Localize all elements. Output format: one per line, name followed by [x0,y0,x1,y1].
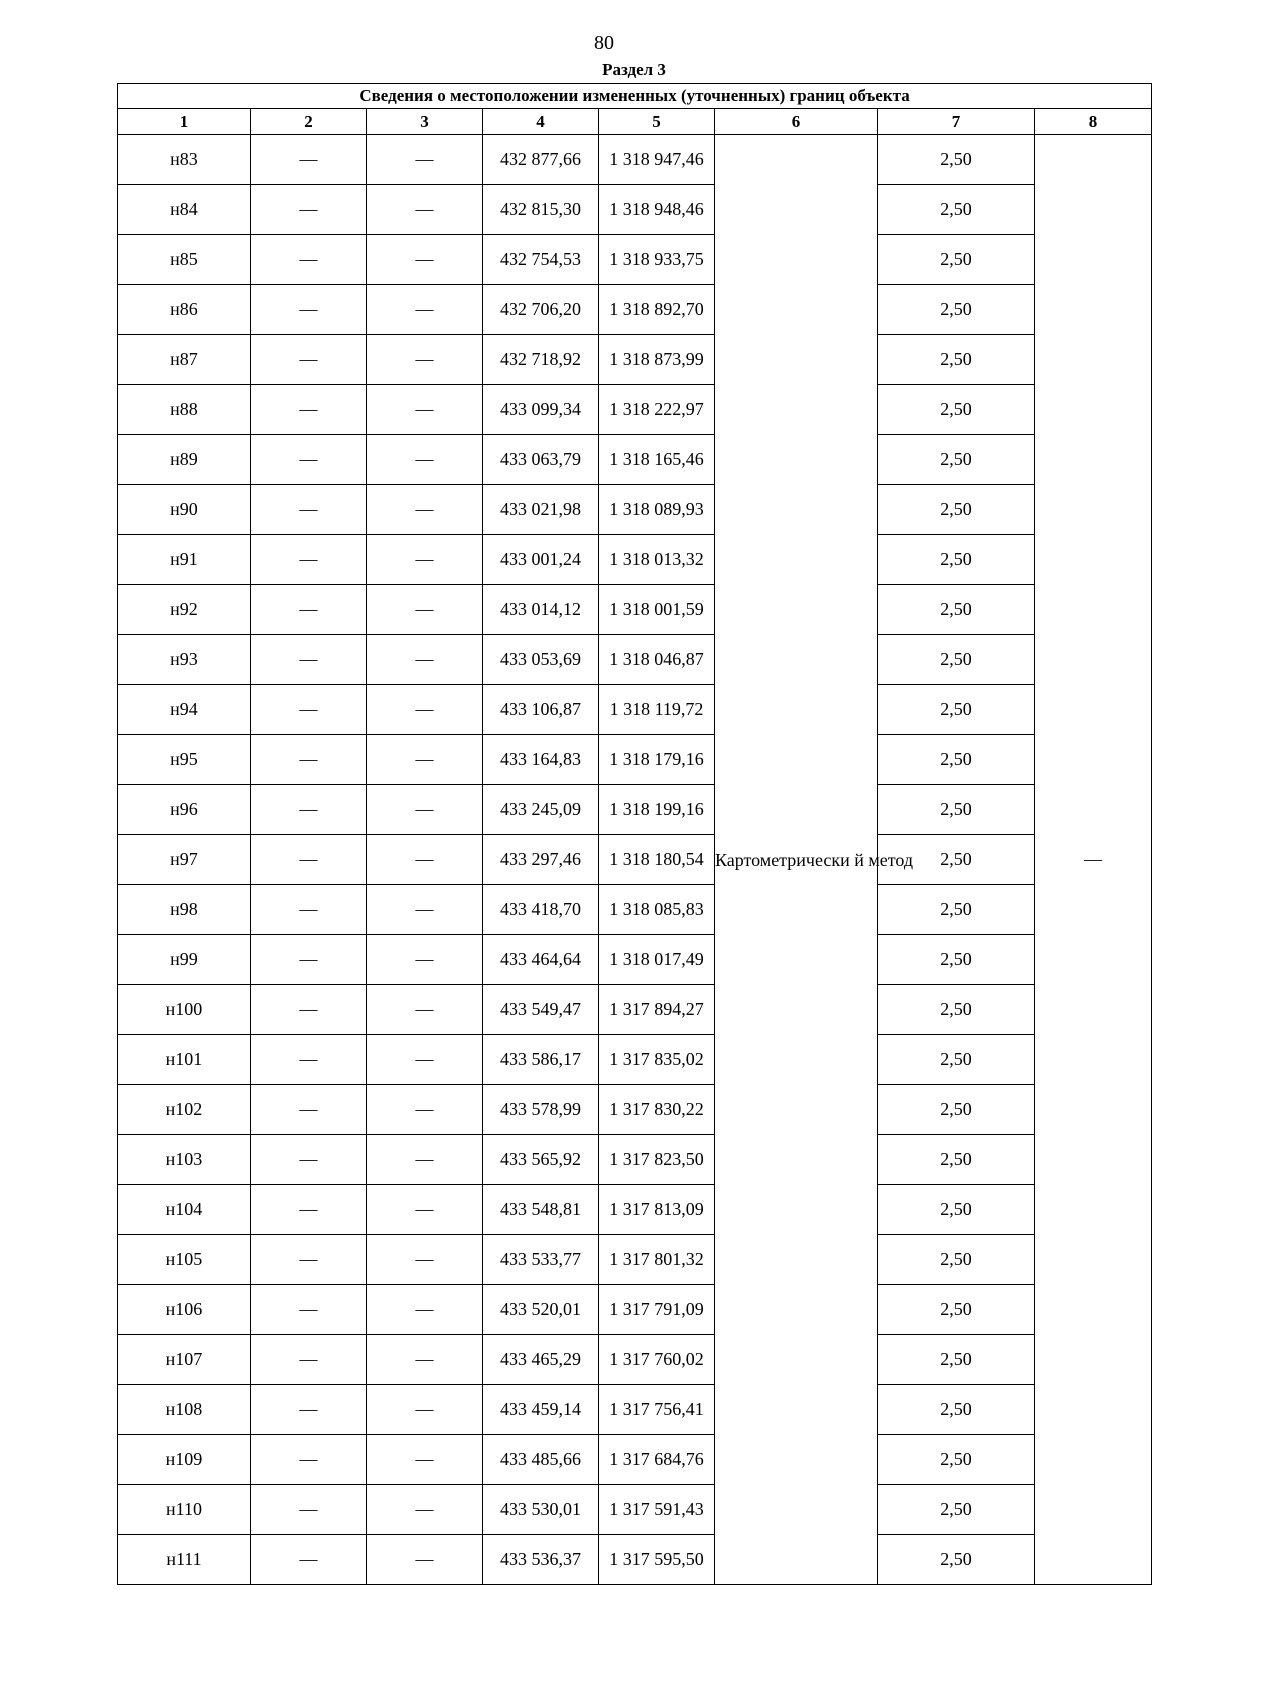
y-coordinate-cell: 1 318 933,75 [599,235,715,285]
y-coordinate-cell: 1 318 179,16 [599,735,715,785]
column-3-cell: — [367,935,483,985]
table-row [118,285,1152,335]
column-2-cell: — [251,585,367,635]
column-3-cell: — [367,235,483,285]
column-3-cell: — [367,535,483,585]
accuracy-cell: 2,50 [878,1485,1035,1535]
column-3-cell: — [367,685,483,735]
table-body [118,135,1152,1585]
accuracy-cell: 2,50 [878,935,1035,985]
table-row [118,1485,1152,1535]
y-coordinate-cell: 1 317 801,32 [599,1235,715,1285]
method-cell: Картометрически й метод [715,135,878,1585]
point-name-cell: н87 [118,335,251,385]
x-coordinate-cell: 433 063,79 [483,435,599,485]
x-coordinate-cell: 433 530,01 [483,1485,599,1535]
point-name-cell: н106 [118,1285,251,1335]
column-2-cell: — [251,935,367,985]
column-3-cell: — [367,1535,483,1585]
column-header: 6 [715,109,878,135]
accuracy-cell: 2,50 [878,1285,1035,1335]
y-coordinate-cell: 1 318 013,32 [599,535,715,585]
accuracy-cell: 2,50 [878,535,1035,585]
point-name-cell: н96 [118,785,251,835]
x-coordinate-cell: 433 586,17 [483,1035,599,1085]
column-3-cell: — [367,1435,483,1485]
column-8-cell: — [1035,135,1152,1585]
point-name-cell: н93 [118,635,251,685]
column-header: 7 [878,109,1035,135]
table-row [118,635,1152,685]
table-row [118,935,1152,985]
column-3-cell: — [367,1385,483,1435]
accuracy-cell: 2,50 [878,835,1035,885]
x-coordinate-cell: 432 718,92 [483,335,599,385]
accuracy-cell: 2,50 [878,885,1035,935]
x-coordinate-cell: 432 706,20 [483,285,599,335]
x-coordinate-cell: 433 565,92 [483,1135,599,1185]
y-coordinate-cell: 1 317 756,41 [599,1385,715,1435]
column-2-cell: — [251,135,367,185]
table-row [118,1335,1152,1385]
x-coordinate-cell: 432 754,53 [483,235,599,285]
y-coordinate-cell: 1 317 791,09 [599,1285,715,1335]
table-row [118,835,1152,885]
accuracy-cell: 2,50 [878,385,1035,435]
x-coordinate-cell: 433 053,69 [483,635,599,685]
table-row [118,685,1152,735]
table-row [118,1435,1152,1485]
table-row [118,985,1152,1035]
x-coordinate-cell: 433 548,81 [483,1185,599,1235]
column-number-row [118,109,1152,135]
column-3-cell: — [367,185,483,235]
column-2-cell: — [251,1035,367,1085]
column-2-cell: — [251,1285,367,1335]
x-coordinate-cell: 433 297,46 [483,835,599,885]
table-row [118,1135,1152,1185]
point-name-cell: н101 [118,1035,251,1085]
point-name-cell: н103 [118,1135,251,1185]
accuracy-cell: 2,50 [878,185,1035,235]
y-coordinate-cell: 1 318 089,93 [599,485,715,535]
accuracy-cell: 2,50 [878,685,1035,735]
column-2-cell: — [251,185,367,235]
table-row [118,185,1152,235]
y-coordinate-cell: 1 318 947,46 [599,135,715,185]
column-2-cell: — [251,1135,367,1185]
table-row [118,435,1152,485]
column-2-cell: — [251,685,367,735]
point-name-cell: н108 [118,1385,251,1435]
x-coordinate-cell: 433 099,34 [483,385,599,435]
point-name-cell: н91 [118,535,251,585]
point-name-cell: н92 [118,585,251,635]
table-row [118,235,1152,285]
accuracy-cell: 2,50 [878,1385,1035,1435]
table-row [118,1385,1152,1435]
y-coordinate-cell: 1 317 813,09 [599,1185,715,1235]
point-name-cell: н90 [118,485,251,535]
table-row [118,735,1152,785]
column-3-cell: — [367,785,483,835]
accuracy-cell: 2,50 [878,285,1035,335]
table-row [118,1535,1152,1585]
y-coordinate-cell: 1 317 835,02 [599,1035,715,1085]
point-name-cell: н94 [118,685,251,735]
column-2-cell: — [251,635,367,685]
accuracy-cell: 2,50 [878,1085,1035,1135]
column-3-cell: — [367,1235,483,1285]
accuracy-cell: 2,50 [878,1535,1035,1585]
point-name-cell: н110 [118,1485,251,1535]
column-header: 8 [1035,109,1152,135]
point-name-cell: н102 [118,1085,251,1135]
x-coordinate-cell: 433 106,87 [483,685,599,735]
accuracy-cell: 2,50 [878,1185,1035,1235]
column-3-cell: — [367,1185,483,1235]
point-name-cell: н85 [118,235,251,285]
column-2-cell: — [251,1085,367,1135]
x-coordinate-cell: 433 520,01 [483,1285,599,1335]
table-row [118,535,1152,585]
column-3-cell: — [367,635,483,685]
y-coordinate-cell: 1 318 873,99 [599,335,715,385]
column-2-cell: — [251,285,367,335]
x-coordinate-cell: 433 245,09 [483,785,599,835]
table-row [118,1185,1152,1235]
column-3-cell: — [367,1285,483,1335]
table-row [118,1035,1152,1085]
x-coordinate-cell: 433 536,37 [483,1535,599,1585]
column-3-cell: — [367,285,483,335]
column-3-cell: — [367,385,483,435]
point-name-cell: н111 [118,1535,251,1585]
column-2-cell: — [251,485,367,535]
x-coordinate-cell: 433 014,12 [483,585,599,635]
column-3-cell: — [367,835,483,885]
x-coordinate-cell: 432 877,66 [483,135,599,185]
column-3-cell: — [367,985,483,1035]
x-coordinate-cell: 433 021,98 [483,485,599,535]
point-name-cell: н83 [118,135,251,185]
x-coordinate-cell: 433 578,99 [483,1085,599,1135]
x-coordinate-cell: 433 533,77 [483,1235,599,1285]
column-2-cell: — [251,535,367,585]
table-row [118,1235,1152,1285]
y-coordinate-cell: 1 318 085,83 [599,885,715,935]
y-coordinate-cell: 1 317 595,50 [599,1535,715,1585]
column-header: 2 [251,109,367,135]
table-row [118,1085,1152,1135]
column-header: 5 [599,109,715,135]
column-3-cell: — [367,1085,483,1135]
y-coordinate-cell: 1 317 684,76 [599,1435,715,1485]
table-row [118,1285,1152,1335]
column-3-cell: — [367,885,483,935]
table-row [118,785,1152,835]
column-header: 1 [118,109,251,135]
column-3-cell: — [367,135,483,185]
x-coordinate-cell: 433 459,14 [483,1385,599,1435]
column-2-cell: — [251,335,367,385]
accuracy-cell: 2,50 [878,985,1035,1035]
y-coordinate-cell: 1 318 001,59 [599,585,715,635]
point-name-cell: н98 [118,885,251,935]
table-title: Сведения о местоположении измененных (уточненных) границ объекта [118,84,1152,109]
column-2-cell: — [251,1235,367,1285]
accuracy-cell: 2,50 [878,1135,1035,1185]
x-coordinate-cell: 433 465,29 [483,1335,599,1385]
point-name-cell: н105 [118,1235,251,1285]
column-3-cell: — [367,1135,483,1185]
x-coordinate-cell: 433 549,47 [483,985,599,1035]
point-name-cell: н109 [118,1435,251,1485]
point-name-cell: н89 [118,435,251,485]
y-coordinate-cell: 1 318 046,87 [599,635,715,685]
point-name-cell: н97 [118,835,251,885]
table-row [118,885,1152,935]
x-coordinate-cell: 432 815,30 [483,185,599,235]
accuracy-cell: 2,50 [878,1335,1035,1385]
column-2-cell: — [251,1435,367,1485]
y-coordinate-cell: 1 318 199,16 [599,785,715,835]
point-name-cell: н88 [118,385,251,435]
y-coordinate-cell: 1 318 948,46 [599,185,715,235]
x-coordinate-cell: 433 418,70 [483,885,599,935]
accuracy-cell: 2,50 [878,735,1035,785]
y-coordinate-cell: 1 317 591,43 [599,1485,715,1535]
table-row [118,385,1152,435]
column-2-cell: — [251,235,367,285]
column-3-cell: — [367,1485,483,1535]
point-name-cell: н107 [118,1335,251,1385]
accuracy-cell: 2,50 [878,585,1035,635]
page-number: 80 [594,32,614,54]
table-row [118,335,1152,385]
x-coordinate-cell: 433 485,66 [483,1435,599,1485]
column-3-cell: — [367,485,483,535]
y-coordinate-cell: 1 317 823,50 [599,1135,715,1185]
accuracy-cell: 2,50 [878,785,1035,835]
accuracy-cell: 2,50 [878,485,1035,535]
column-2-cell: — [251,1385,367,1435]
point-name-cell: н95 [118,735,251,785]
column-2-cell: — [251,435,367,485]
x-coordinate-cell: 433 464,64 [483,935,599,985]
y-coordinate-cell: 1 318 180,54 [599,835,715,885]
accuracy-cell: 2,50 [878,335,1035,385]
column-2-cell: — [251,1185,367,1235]
y-coordinate-cell: 1 318 017,49 [599,935,715,985]
y-coordinate-cell: 1 318 165,46 [599,435,715,485]
column-2-cell: — [251,785,367,835]
column-header: 3 [367,109,483,135]
column-3-cell: — [367,1335,483,1385]
y-coordinate-cell: 1 317 830,22 [599,1085,715,1135]
point-name-cell: н104 [118,1185,251,1235]
accuracy-cell: 2,50 [878,1035,1035,1085]
column-3-cell: — [367,435,483,485]
y-coordinate-cell: 1 318 119,72 [599,685,715,735]
point-name-cell: н86 [118,285,251,335]
column-3-cell: — [367,585,483,635]
column-2-cell: — [251,885,367,935]
y-coordinate-cell: 1 318 892,70 [599,285,715,335]
point-name-cell: н99 [118,935,251,985]
column-2-cell: — [251,1335,367,1385]
column-3-cell: — [367,335,483,385]
table-row [118,135,1152,185]
column-3-cell: — [367,735,483,785]
column-header: 4 [483,109,599,135]
point-name-cell: н84 [118,185,251,235]
column-2-cell: — [251,385,367,435]
point-name-cell: н100 [118,985,251,1035]
y-coordinate-cell: 1 318 222,97 [599,385,715,435]
column-2-cell: — [251,985,367,1035]
column-2-cell: — [251,835,367,885]
accuracy-cell: 2,50 [878,235,1035,285]
table-row [118,485,1152,535]
y-coordinate-cell: 1 317 760,02 [599,1335,715,1385]
column-2-cell: — [251,735,367,785]
accuracy-cell: 2,50 [878,135,1035,185]
section-title: Раздел 3 [602,60,666,79]
coordinates-table [117,83,1152,1585]
y-coordinate-cell: 1 317 894,27 [599,985,715,1035]
accuracy-cell: 2,50 [878,635,1035,685]
column-2-cell: — [251,1535,367,1585]
accuracy-cell: 2,50 [878,435,1035,485]
column-2-cell: — [251,1485,367,1535]
x-coordinate-cell: 433 164,83 [483,735,599,785]
column-3-cell: — [367,1035,483,1085]
accuracy-cell: 2,50 [878,1235,1035,1285]
x-coordinate-cell: 433 001,24 [483,535,599,585]
table-row [118,585,1152,635]
accuracy-cell: 2,50 [878,1435,1035,1485]
